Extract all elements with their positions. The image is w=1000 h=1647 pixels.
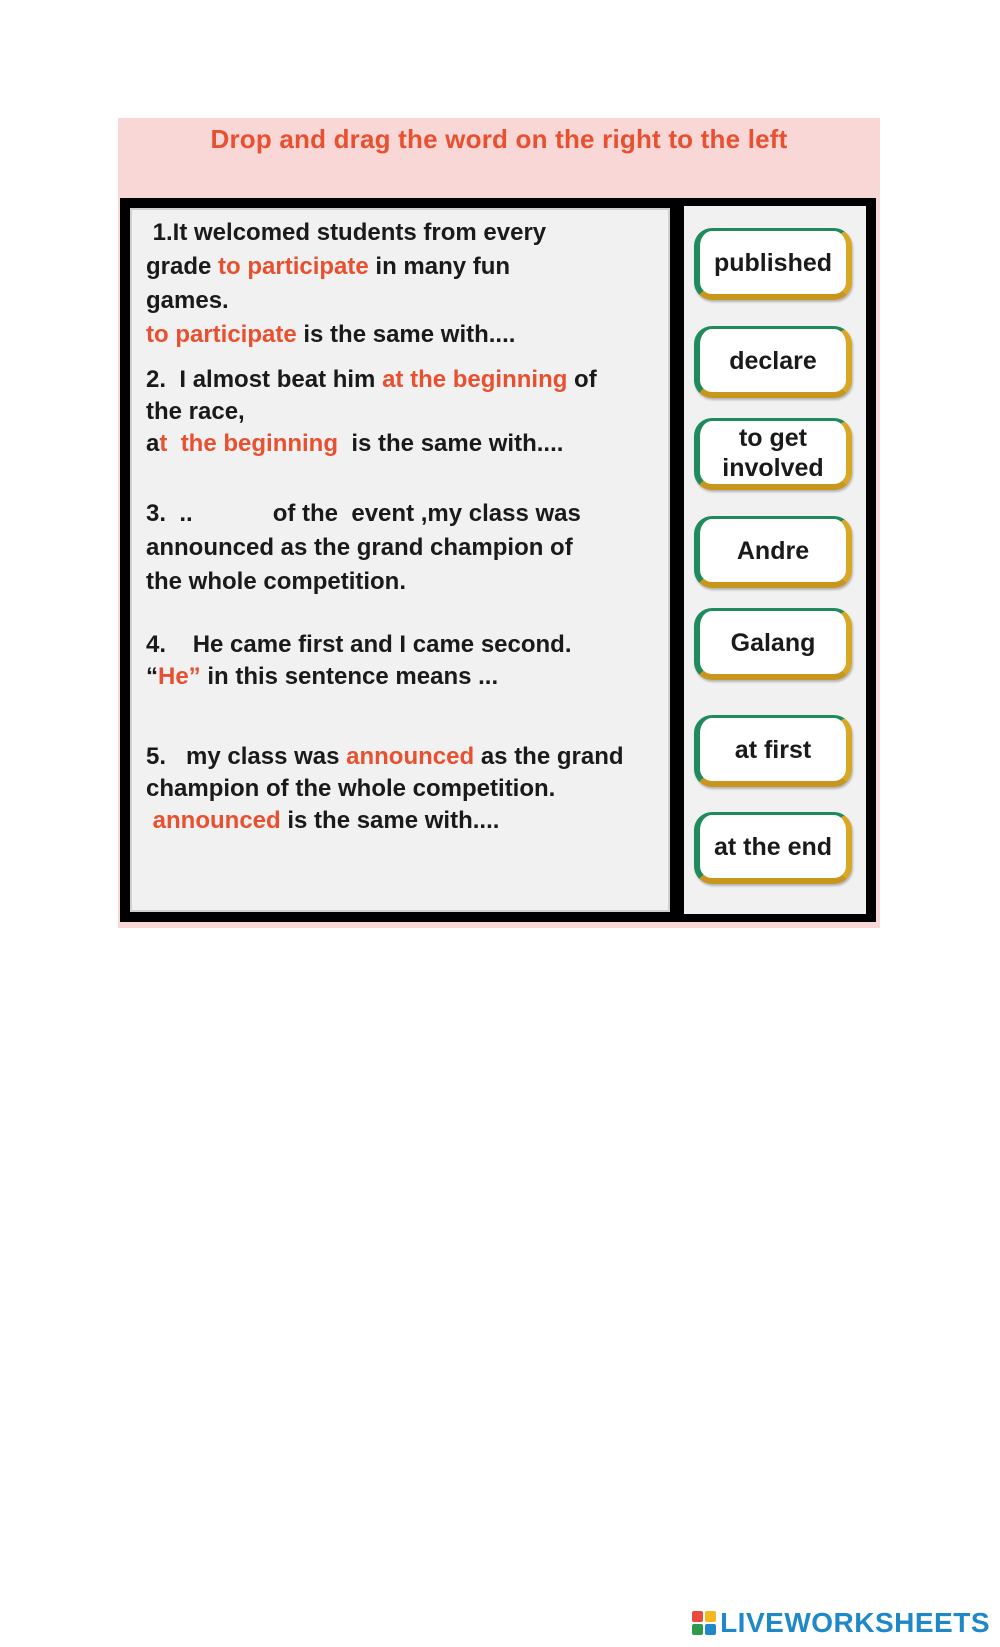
question-text: announced as the grand champion of [146,534,573,561]
highlighted-phrase: t the beginning [159,430,338,457]
highlighted-phrase: at the beginning [382,366,568,393]
question-text: is the same with.... [280,807,500,834]
question-text: the whole competition. [146,568,407,595]
logo-square [692,1611,703,1622]
question-line [146,318,646,352]
question-line [146,396,646,428]
question-text: as the grand [474,743,624,770]
question-text: 4. He came first and I came second. [146,631,572,658]
question-line [146,661,646,693]
question-4 [146,629,646,693]
question-text: a [146,430,160,457]
question-line [146,216,646,250]
question-text: is the same with.... [338,430,564,457]
question-text: grade [146,253,219,280]
question-line [146,773,646,805]
question-2 [146,364,646,460]
question-text: in this sentence means ... [200,663,499,690]
question-text: of [567,366,597,393]
question-line [146,428,646,460]
question-line [146,364,646,396]
word-bank [684,206,866,914]
word-chip-published[interactable]: published [694,228,852,300]
questions-panel [130,208,670,912]
highlighted-phrase: He” [158,663,201,690]
question-3 [146,497,646,599]
highlighted-phrase: announced [346,743,475,770]
logo-square [692,1624,703,1635]
question-line [146,531,646,565]
question-text: games. [146,287,229,314]
question-text: 5. my class was [146,743,347,770]
instruction-title: Drop and drag the word on the right to the left [210,124,788,154]
question-text: “ [146,663,158,690]
highlighted-phrase: to participate [218,253,369,280]
question-text: the race, [146,398,245,425]
highlighted-phrase: announced [152,807,281,834]
question-text: champion of the whole competition. [146,775,556,802]
question-line [146,805,646,837]
word-chip-andre[interactable]: Andre [694,516,852,588]
word-chip-at-the-end[interactable]: at the end [694,812,852,884]
logo-icon [692,1611,716,1635]
question-5 [146,741,646,837]
question-line [146,565,646,599]
word-chip-galang[interactable]: Galang [694,608,852,680]
question-text: is the same with.... [296,321,516,348]
question-text: 1.It welcomed students from every [146,219,547,246]
question-line [146,497,646,531]
exercise-board [120,198,876,922]
word-chip-to-get-involved[interactable]: to get involved [694,418,852,490]
question-line [146,629,646,661]
question-line [146,284,646,318]
question-line [146,741,646,773]
worksheet [118,118,880,928]
question-text: 2. I almost beat him [146,366,383,393]
word-chip-at-first[interactable]: at first [694,715,852,787]
question-1 [146,216,646,352]
logo-square [705,1611,716,1622]
question-text [146,807,153,834]
logo-text: LIVEWORKSHEETS [720,1607,990,1638]
question-text: 3. .. of the event ,my class was [146,500,581,527]
highlighted-phrase: to participate [146,321,297,348]
word-chip-declare[interactable]: declare [694,326,852,398]
logo-square [705,1624,716,1635]
question-text: in many fun [368,253,511,280]
question-line [146,250,646,284]
liveworksheets-logo [692,1607,990,1639]
